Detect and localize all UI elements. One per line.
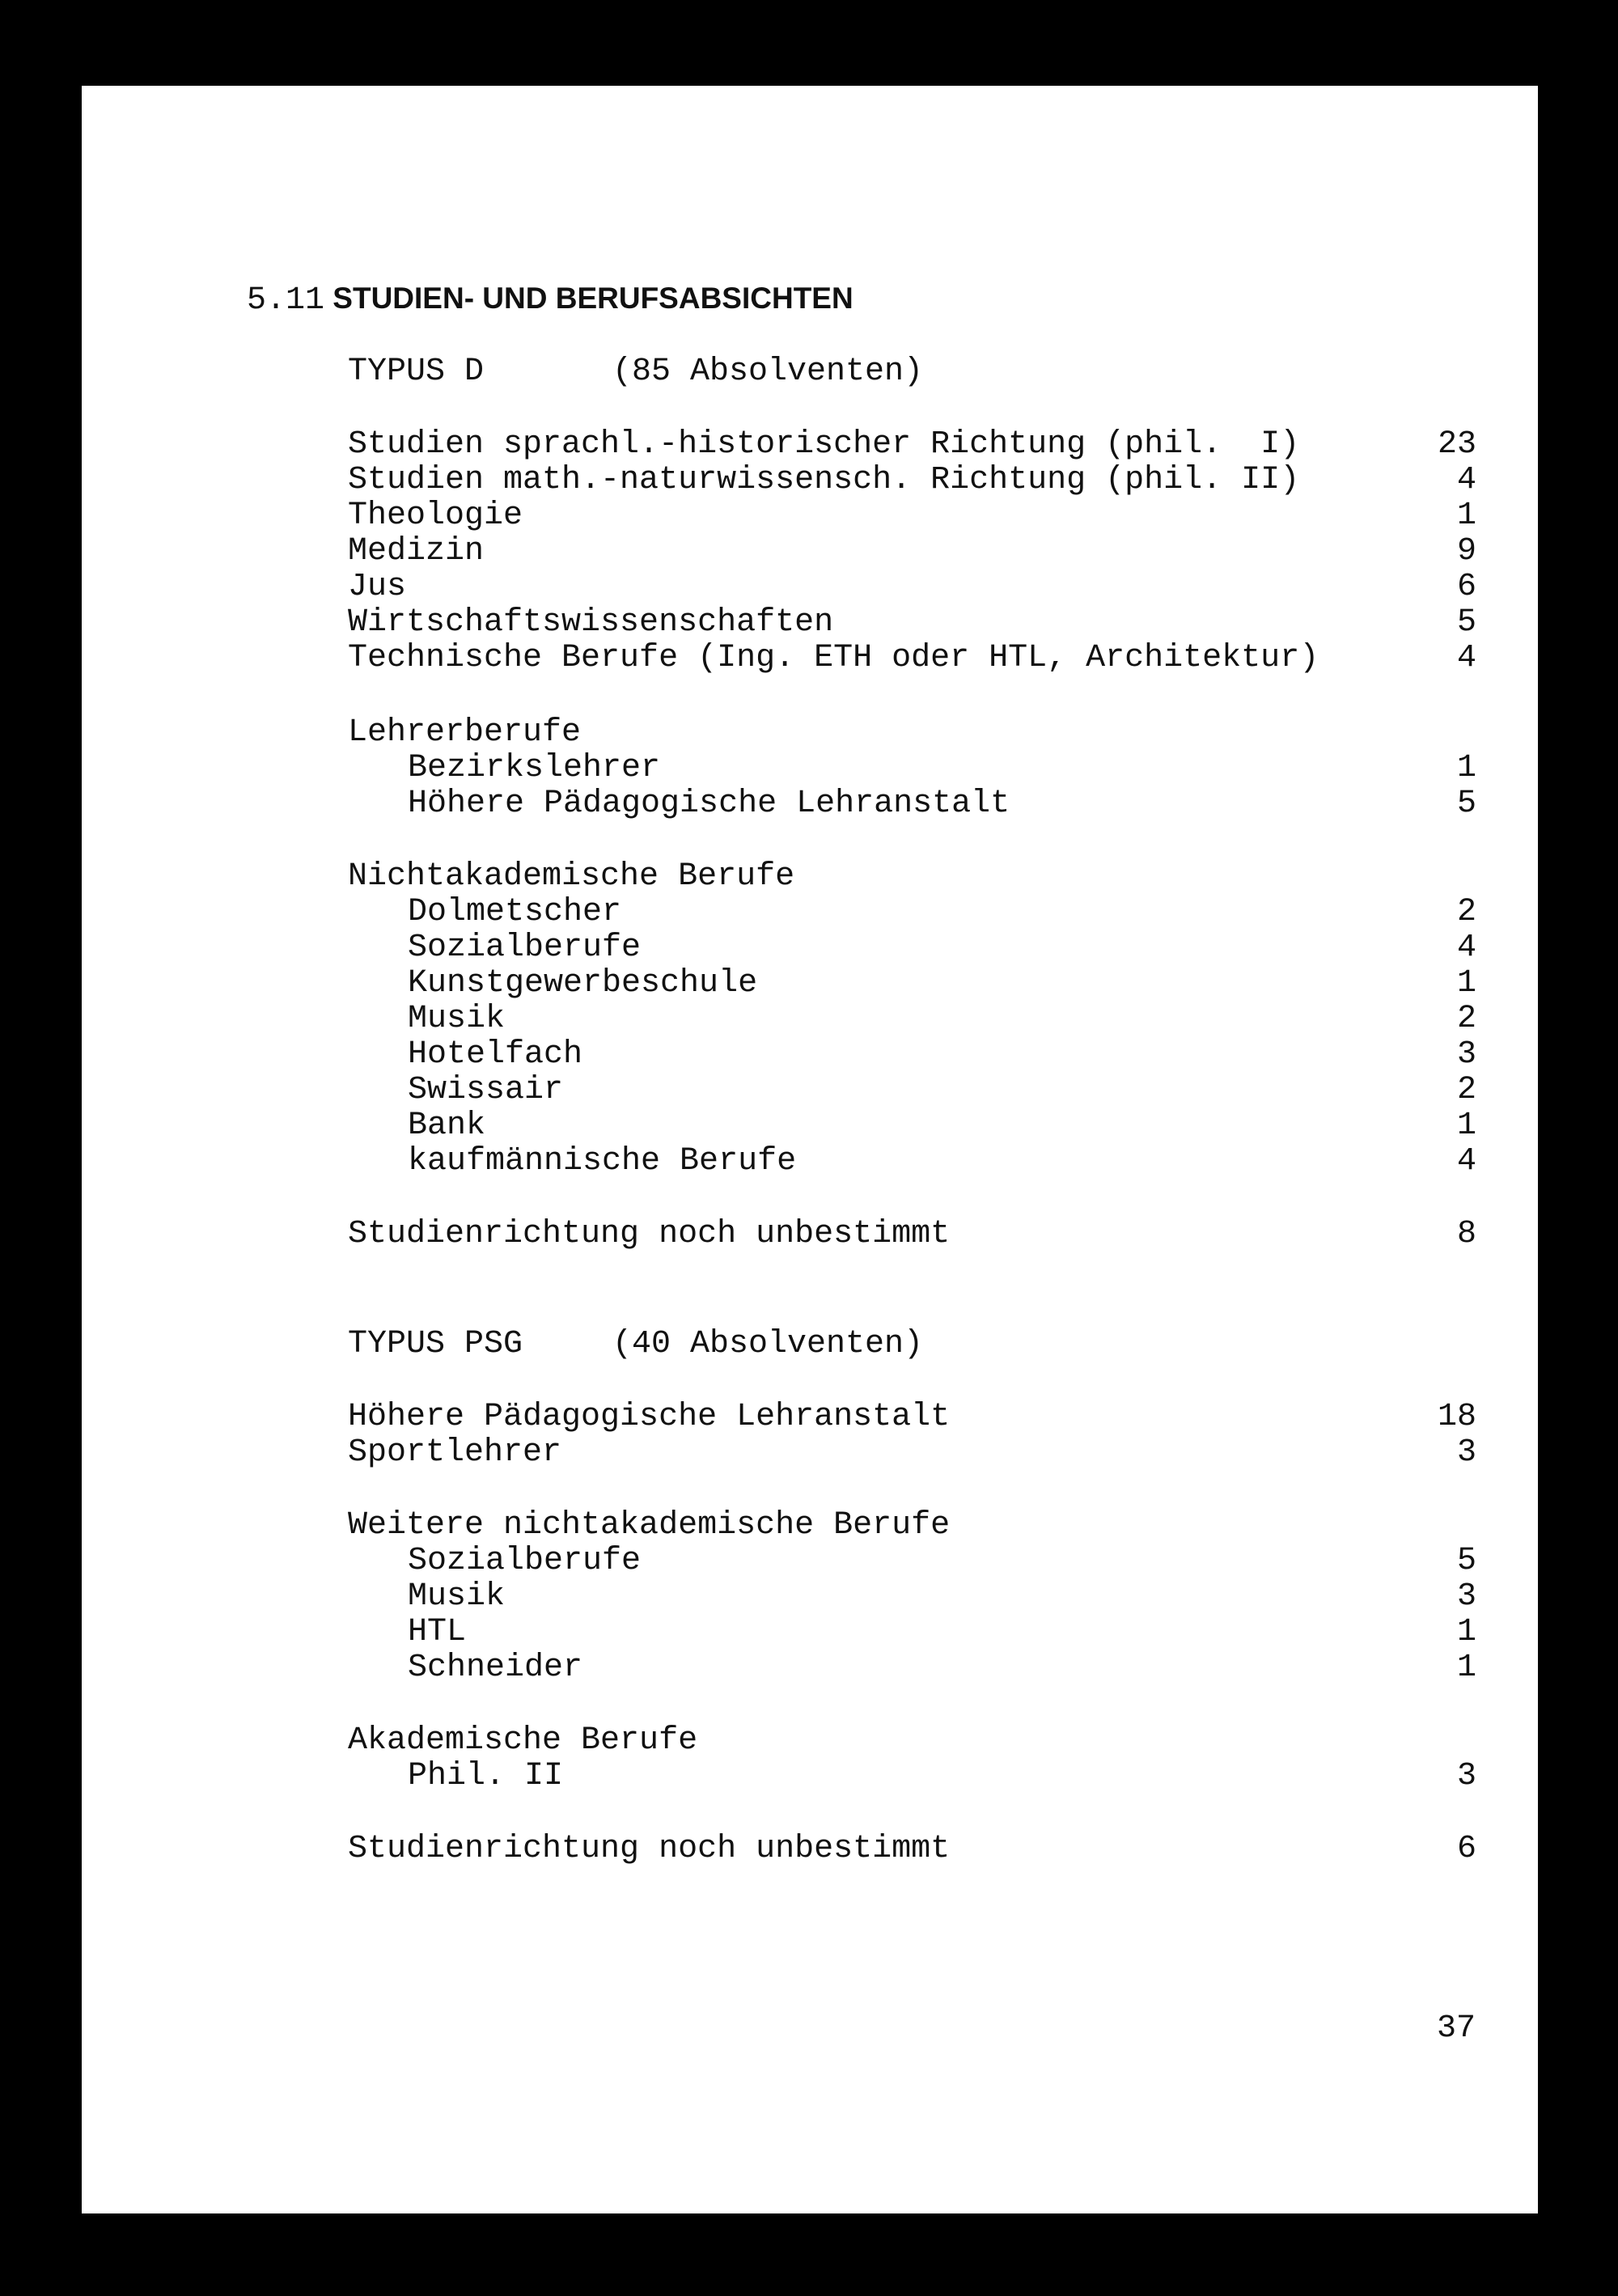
table-row bbox=[0, 533, 1618, 571]
row-label: Sportlehrer bbox=[348, 1434, 562, 1471]
row-label: Studienrichtung noch unbestimmt bbox=[348, 1216, 951, 1252]
row-value: 4 bbox=[1456, 930, 1476, 966]
table-row bbox=[0, 1036, 1618, 1074]
row-label: Sozialberufe bbox=[408, 1543, 642, 1579]
row-label: Bank bbox=[408, 1108, 486, 1144]
table-row bbox=[0, 571, 1618, 607]
row-label: Musik bbox=[408, 1578, 506, 1615]
table-row bbox=[0, 1003, 1618, 1039]
row-label: Höhere Pädagogische Lehranstalt bbox=[348, 1399, 951, 1435]
row-label: Medizin bbox=[348, 533, 485, 570]
row-value: 1 bbox=[1456, 1108, 1476, 1144]
row-value: 1 bbox=[1456, 1614, 1476, 1650]
row-value: 4 bbox=[1456, 1143, 1476, 1180]
row-label: Musik bbox=[408, 1001, 506, 1037]
table-row bbox=[0, 1143, 1618, 1181]
row-value: 3 bbox=[1456, 1036, 1476, 1073]
table-row bbox=[0, 1218, 1618, 1254]
row-label: Studien sprachl.-historischer Richtung (phil. I) bbox=[348, 426, 1300, 463]
section-heading bbox=[247, 282, 853, 319]
typus-d-title: TYPUS D bbox=[348, 354, 485, 390]
weitere-title: Weitere nichtakademische Berufe bbox=[348, 1507, 951, 1544]
row-value: 1 bbox=[1456, 965, 1476, 1002]
row-label: Bezirkslehrer bbox=[408, 750, 661, 786]
table-row bbox=[0, 1616, 1618, 1652]
row-label: Schneider bbox=[408, 1650, 583, 1686]
row-label: kaufmännische Berufe bbox=[408, 1143, 797, 1180]
row-value: 23 bbox=[1437, 426, 1476, 463]
row-value: 3 bbox=[1456, 1434, 1476, 1471]
row-label: Wirtschaftswissenschaften bbox=[348, 604, 834, 641]
row-value: 1 bbox=[1456, 750, 1476, 786]
table-row bbox=[0, 426, 1618, 464]
table-row bbox=[0, 1760, 1618, 1796]
row-value: 5 bbox=[1456, 786, 1476, 822]
row-value: 2 bbox=[1456, 1001, 1476, 1037]
row-value: 5 bbox=[1456, 604, 1476, 641]
table-row bbox=[0, 896, 1618, 932]
page-number: 37 bbox=[1436, 2010, 1476, 2047]
row-label: Technische Berufe (Ing. ETH oder HTL, Architektur) bbox=[348, 640, 1319, 676]
row-label: Dolmetscher bbox=[408, 894, 622, 930]
section-number: 5.11 bbox=[247, 282, 325, 319]
row-value: 4 bbox=[1456, 462, 1476, 498]
row-label: Kunstgewerbeschule bbox=[408, 965, 758, 1002]
table-row bbox=[0, 500, 1618, 536]
table-row bbox=[0, 1434, 1618, 1472]
row-label: Sozialberufe bbox=[408, 930, 642, 966]
table-row bbox=[0, 1652, 1618, 1688]
row-label: Jus bbox=[348, 569, 407, 605]
row-value: 6 bbox=[1456, 1831, 1476, 1867]
table-row bbox=[0, 752, 1618, 788]
nichtakademisch-title: Nichtakademische Berufe bbox=[348, 858, 795, 895]
table-row bbox=[0, 604, 1618, 642]
typus-psg-title: TYPUS PSG bbox=[348, 1326, 523, 1362]
table-row bbox=[0, 1074, 1618, 1110]
typus-d-count: (85 Absolventen) bbox=[612, 354, 924, 390]
row-label: Höhere Pädagogische Lehranstalt bbox=[408, 786, 1010, 822]
row-value: 2 bbox=[1456, 1072, 1476, 1108]
row-value: 4 bbox=[1456, 640, 1476, 676]
row-label: Swissair bbox=[408, 1072, 564, 1108]
row-value: 18 bbox=[1437, 1399, 1476, 1435]
row-value: 1 bbox=[1456, 498, 1476, 534]
row-value: 1 bbox=[1456, 1650, 1476, 1686]
row-value: 2 bbox=[1456, 894, 1476, 930]
typus-psg-count: (40 Absolventen) bbox=[612, 1326, 924, 1362]
table-row bbox=[0, 1110, 1618, 1146]
table-row bbox=[0, 932, 1618, 968]
row-label: Hotelfach bbox=[408, 1036, 583, 1073]
row-value: 6 bbox=[1456, 569, 1476, 605]
row-label: Theologie bbox=[348, 498, 523, 534]
row-label: Studien math.-naturwissensch. Richtung (phil. II) bbox=[348, 462, 1300, 498]
table-row bbox=[0, 965, 1618, 1003]
table-row bbox=[0, 1833, 1618, 1869]
row-label: Studienrichtung noch unbestimmt bbox=[348, 1831, 951, 1867]
row-label: HTL bbox=[408, 1614, 467, 1650]
table-row bbox=[0, 1545, 1618, 1581]
table-row bbox=[0, 788, 1618, 824]
row-value: 3 bbox=[1456, 1578, 1476, 1615]
section-title: STUDIEN- UND BERUFSABSICHTEN bbox=[332, 282, 853, 315]
akademisch-title: Akademische Berufe bbox=[348, 1722, 698, 1759]
row-label: Phil. II bbox=[408, 1758, 564, 1794]
lehrer-title: Lehrerberufe bbox=[348, 714, 582, 751]
table-row bbox=[0, 464, 1618, 500]
row-value: 8 bbox=[1456, 1216, 1476, 1252]
row-value: 9 bbox=[1456, 533, 1476, 570]
table-row bbox=[0, 1401, 1618, 1437]
table-row bbox=[0, 1578, 1618, 1616]
row-value: 5 bbox=[1456, 1543, 1476, 1579]
row-value: 3 bbox=[1456, 1758, 1476, 1794]
table-row bbox=[0, 642, 1618, 678]
